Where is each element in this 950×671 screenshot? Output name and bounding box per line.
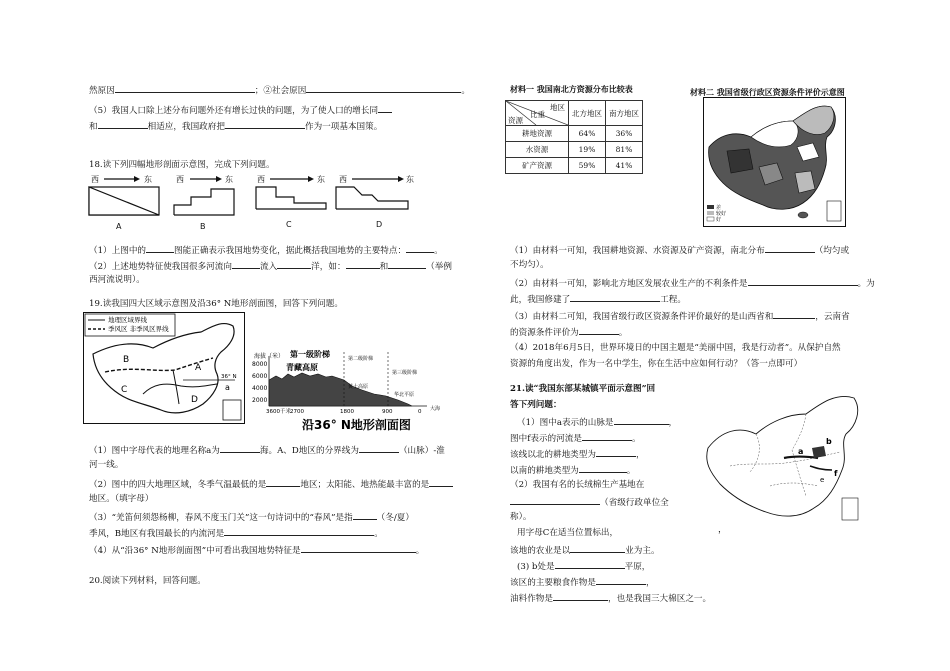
profile-yaxis [252,361,267,404]
answer-blank[interactable] [277,259,311,269]
q17-line-cause: 然原因 ；②社会原因 。 [89,83,470,97]
q20-4-cont: 资源的角度出发，作为一名中学生，你在生活中应如何行动？（答一点即可） [510,359,803,369]
terrain-profiles-figure [86,173,466,231]
answer-blank[interactable] [406,243,434,253]
q21-1-line: （1）图中a表示的山脉是 ， [517,415,677,429]
material2-title: 材料二 我国省级行政区资源条件评价示意图 [690,87,845,97]
answer-blank[interactable] [306,83,461,93]
table-corner-cell: 地区 比重 资源 [506,101,569,126]
answer-blank[interactable] [582,431,632,441]
step1-label: 第一级阶梯 [290,350,330,359]
legend-fair: 较好 [716,211,727,217]
step3-label: 第三级阶梯 [392,370,418,376]
q19-3-line: （3）“羌笛何须怨杨柳，春风不度玉门关”这一句诗词中的“春风”是指 （冬/夏） [89,510,414,524]
q21-2-line: 图中f表示的河流是 。 [510,431,641,445]
q20-2-cont: 此，我国修建了 工程。 [510,292,686,306]
answer-blank[interactable] [115,83,255,93]
terrain-profile-silhouette [269,373,415,406]
answer-blank[interactable] [266,477,300,487]
answer-blank[interactable] [570,292,660,302]
svg-text:2700: 2700 [290,409,304,415]
answer-blank[interactable] [553,591,608,601]
provincial-resource-map [703,97,846,227]
svg-text:4000: 4000 [252,385,268,392]
svg-text:东: 东 [406,175,414,184]
q18-2-line: （2）上述地势特征使我国很多河流向 流入 洋，如： 和 （举例 [89,259,452,273]
table-header-south: 南方地区 [606,101,643,126]
profile-label-c: C [286,220,292,229]
profile-label-a: A [116,222,122,231]
table-row: 矿产资源 59% 41% [506,158,643,174]
profile-d [336,174,414,229]
svg-text:西: 西 [176,175,184,184]
svg-text:2000: 2000 [252,397,268,404]
q19-2-cont: 地区。（填字母） [89,494,154,504]
q19-1-cont: 河一线。 [89,460,124,470]
region-b-label: B [123,355,130,365]
q19-1-line: （1）图中字母代表的地理名称a为 海。A、D地区的分界线为 （山脉）-淮 [89,443,445,457]
china-four-regions-map [83,312,245,424]
answer-blank[interactable] [579,463,627,473]
china-outline [707,396,858,516]
answer-blank[interactable] [510,495,600,505]
svg-text:东: 东 [317,175,325,184]
q20-2-line: （2）由材料一可知，影响北方地区发展农业生产的不利条件是 。为 [510,276,875,290]
svg-text:1800: 1800 [340,409,354,415]
answer-blank[interactable] [301,543,416,553]
label-f: f [834,469,838,478]
svg-text:西: 西 [257,175,265,184]
answer-blank[interactable] [748,276,858,286]
label-e: e [820,476,825,484]
q21-8-line: 用字母C在适当位置标出， [517,528,619,538]
answer-blank[interactable] [596,575,646,585]
answer-blank[interactable] [220,443,260,453]
q21-9-line: 该地的农业是以 业为主。 [510,543,660,557]
q21-4-line: 以南的耕地类型为 。 [510,463,635,477]
q19-4-line: （4）从“沿36° N地形剖面图”中可看出我国地势特征是 。 [89,543,424,557]
answer-blank[interactable] [98,119,148,129]
q19-3-cont: 季风，B地区有我国最长的内流河是 。 [89,526,383,540]
q21-3-line: 该线以北的耕地类型为 ， [510,447,645,461]
loess-label: 黄土高原 [348,384,369,390]
answer-blank[interactable] [429,477,453,487]
svg-text:8000: 8000 [252,361,268,368]
region-a-label: A [195,363,202,373]
svg-text:0: 0 [418,409,422,415]
q18-title: 18.读下列四幅地形剖面示意图，完成下列问题。 [89,160,275,170]
q21-11-line: 该区的主要粮食作物是 ， [510,575,655,589]
profile-label-b: B [200,222,206,231]
plain-label: 华北平原 [394,392,415,398]
answer-blank[interactable] [353,510,377,520]
q21-title: 21.读“我国东部某城镇平面示意图”回 [510,384,656,394]
svg-text:西: 西 [339,175,347,184]
answer-blank[interactable] [378,103,392,113]
material1-title: 材料一 我国南北方资源分布比较表 [510,84,633,94]
answer-blank[interactable] [225,119,305,129]
q21-12-line: 油料作物是 ，也是我国三大棉区之一。 [510,591,711,605]
svg-text:900: 900 [382,409,393,415]
answer-blank[interactable] [765,243,815,253]
profile-caption: 沿36° N地形剖面图 [302,418,411,432]
south-sea-inset [842,498,858,520]
sea-label: 大海 [430,406,441,412]
china-provinces-map [700,386,870,528]
profile-b [174,174,234,231]
answer-blank[interactable] [579,325,619,335]
resource-table [505,100,643,174]
q19-title: 19.读我国四大区域示意图及沿36° N地形剖面图，回答下列问题。 [89,299,343,309]
svg-text:6000: 6000 [252,373,268,380]
plateau-label: 青藏高原 [286,363,318,372]
q20-title: 20.阅读下列材料，回答问题。 [89,576,206,586]
svg-text:东: 东 [225,175,233,184]
region-d-label: D [191,395,198,405]
svg-text:3600: 3600 [266,409,280,415]
table-row: 水资源 19% 81% [506,142,643,158]
lat-36-label: 36° N [221,374,237,380]
label-a: a [798,447,804,456]
profile-a [89,174,159,231]
q20-1-cont: 不均匀）。 [510,260,549,270]
q21-10-line: (3) b处是 平原， [517,559,650,573]
answer-blank[interactable] [614,415,669,425]
profile-c [256,174,326,229]
answer-blank[interactable] [773,309,815,319]
answer-blank[interactable] [555,559,625,569]
answer-blank[interactable] [232,259,260,269]
answer-blank[interactable] [388,259,426,269]
q20-1-line: （1）由材料一可知，我国耕地资源、水资源及矿产资源，南北分布 （均匀或 [510,243,849,257]
km-label: 千米 [280,409,292,415]
profile-label-d: D [376,220,383,229]
table-row: 耕地资源 64% 36% [506,126,643,142]
answer-blank[interactable] [570,543,625,553]
q20-3-cont: 的资源条件评价为 。 [510,325,627,339]
answer-blank[interactable] [596,447,636,457]
region-b-shade [812,446,826,458]
q21-7-line: 称）。 [510,512,532,522]
east-label: 东 [144,175,152,184]
profile-36n-figure [252,346,452,432]
q20-3-line: （3）由材料二可知，我国省级行政区资源条件评价最好的是山西省和 ，云南省 [510,309,850,323]
table-header-north: 北方地区 [569,101,606,126]
answer-blank[interactable] [224,526,374,536]
sea-a-label: a [225,383,230,392]
region-c-label: C [121,385,128,395]
q18-1-line: （1）上图中的 图能正确表示我国地势变化，据此概括我国地势的主要特点： 。 [89,243,443,257]
legend-good: 好 [716,217,722,223]
q18-2-cont: 西河流说明）。 [89,275,145,285]
legend-poor: 差 [716,205,722,211]
answer-blank[interactable] [146,243,174,253]
q21-title-cont: 答下列问题： [510,400,562,410]
stray-comma: ， [718,525,728,535]
q20-4-line: （4）2018年6月5日，世界环境日的中国主题是“美丽中国，我是行动者”。从保护自然 [510,343,841,353]
west-label: 西 [91,175,99,184]
answer-blank[interactable] [346,259,380,269]
q21-5-line: （2）我国有名的长绒棉生产基地在 [510,480,645,490]
label-b: b [826,437,832,446]
q21-6-line: （省级行政单位全 [510,495,669,509]
profile-yaxis-title: 海拔（米） [254,353,285,360]
step2-label: 第二级阶梯 [348,356,374,362]
q17-5-line1: （5）我国人口除上述分布问题外还有增长过快的问题，为了使人口的增长同 [89,103,392,117]
answer-blank[interactable] [359,443,399,453]
legend-region-boundary: 地理区域界线 [108,316,147,324]
q17-5-line2: 和 相适应，我国政府把 作为一项基本国策。 [89,119,382,133]
legend-monsoon-boundary: 季风区 非季风区界线 [108,325,169,333]
q19-2-line: （2）图中的四大地理区域，冬季气温最低的是 地区；太阳能、地热能最丰富的是 [89,477,453,491]
